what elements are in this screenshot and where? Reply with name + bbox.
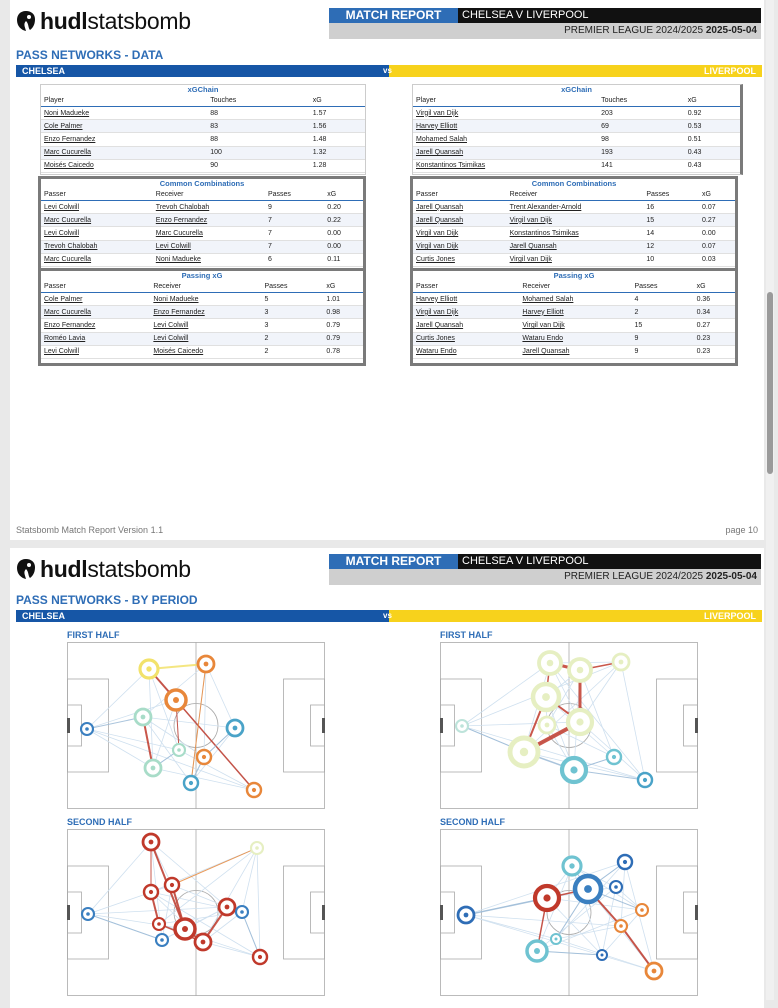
competition: PREMIER LEAGUE 2024/2025 (564, 25, 704, 36)
section-title: PASS NETWORKS - BY PERIOD (16, 593, 198, 607)
table-cell: 0.27 (694, 319, 735, 332)
player-link[interactable]: Marc Cucurella (41, 214, 153, 227)
table-title: xGChain (561, 85, 592, 94)
away-team-label: LIVERPOOL (389, 610, 762, 622)
player-link[interactable]: Mohamed Salah (413, 133, 598, 146)
table-row (413, 159, 740, 172)
table-cell: 0.20 (324, 201, 363, 214)
player-link[interactable]: Levi Colwill (41, 201, 153, 214)
player-link[interactable]: Marc Cucurella (41, 253, 153, 266)
player-link[interactable]: Curtis Jones (413, 332, 519, 345)
player-link[interactable]: Enzo Fernandez (41, 319, 150, 332)
player-node-core (255, 846, 259, 850)
player-node-core (534, 948, 540, 954)
table-cell: 0.36 (694, 293, 735, 306)
player-link[interactable]: Trevoh Chalobah (153, 201, 265, 214)
player-link[interactable]: Virgil van Dijk (413, 107, 598, 120)
player-node-core (619, 924, 623, 928)
table-row (41, 214, 363, 227)
player-link[interactable]: Roméo Lavia (41, 332, 150, 345)
pass-network-liverpool-first-half (440, 642, 698, 809)
column-header: Receiver (153, 189, 265, 201)
table-title: Passing xG (553, 271, 595, 280)
table-cell: 203 (598, 107, 685, 120)
table-title: Passing xG (181, 271, 223, 280)
player-node-core (577, 667, 584, 674)
table-cell: 15 (643, 214, 699, 227)
table-title: xGChain (187, 85, 219, 94)
player-node-core (570, 766, 577, 773)
column-header: Player (41, 95, 207, 107)
player-link[interactable]: Noni Madueke (150, 293, 261, 306)
column-header: Touches (598, 95, 685, 107)
table-cell: 0.53 (685, 120, 740, 133)
home-first-half-label: FIRST HALF (67, 630, 120, 640)
table-cell: 1.28 (310, 159, 365, 172)
table-row (413, 345, 735, 358)
data-table (41, 95, 365, 173)
table-cell: 1.32 (310, 146, 365, 159)
player-node-core (623, 860, 627, 864)
team-bar (16, 65, 762, 77)
table-row (413, 227, 735, 240)
table-row (41, 240, 363, 253)
player-node-core (177, 748, 181, 752)
player-node-core (146, 666, 151, 671)
table-cell: 7 (265, 240, 324, 253)
player-link[interactable]: Levi Colwill (150, 332, 261, 345)
table-cell: 1.57 (310, 107, 365, 120)
table-cell: 0.00 (699, 227, 735, 240)
table-cell: 1.01 (323, 293, 363, 306)
player-node-core (258, 955, 262, 959)
player-node-core (460, 724, 464, 728)
scrollbar-track[interactable] (766, 0, 774, 1000)
vs-label: vs (383, 66, 392, 75)
table-cell: 0.51 (685, 133, 740, 146)
table-row (41, 227, 363, 240)
table-row (413, 214, 735, 227)
table-cell: 9 (632, 332, 694, 345)
table-row (413, 293, 735, 306)
player-node-core (201, 940, 206, 945)
player-node-core (149, 840, 154, 845)
player-node-core (643, 778, 647, 782)
table-cell: 0.79 (323, 319, 363, 332)
player-link[interactable]: Jarell Quansah (413, 319, 519, 332)
table-row (413, 107, 740, 120)
table-cell: 3 (262, 306, 324, 319)
player-link[interactable]: Levi Colwill (153, 240, 265, 253)
player-link[interactable]: Cole Palmer (41, 120, 207, 133)
player-link[interactable]: Virgil van Dijk (519, 319, 631, 332)
player-link[interactable]: Trevoh Chalobah (41, 240, 153, 253)
column-header: xG (324, 189, 363, 201)
player-link[interactable]: Wataru Endo (519, 332, 631, 345)
table-title: Common Combinations (159, 179, 245, 188)
player-node-core (86, 912, 90, 916)
table-cell: 7 (265, 214, 324, 227)
table-cell: 14 (643, 227, 699, 240)
player-link[interactable]: Virgil van Dijk (507, 214, 644, 227)
table-row (413, 306, 735, 319)
table-cell: 69 (598, 120, 685, 133)
player-link[interactable]: Trent Alexander-Arnold (507, 201, 644, 214)
player-node-core (612, 755, 616, 759)
scrollbar-thumb[interactable] (767, 292, 773, 474)
player-node-core (202, 755, 206, 759)
table-cell: 193 (598, 146, 685, 159)
table-cell: 0.43 (685, 159, 740, 172)
home-passing-xg-table (38, 268, 366, 366)
table-cell: 0.00 (324, 240, 363, 253)
pass-line (151, 842, 227, 907)
section-title: PASS NETWORKS - DATA (16, 48, 164, 62)
player-link[interactable]: Marc Cucurella (153, 227, 265, 240)
pass-line (88, 914, 162, 940)
player-link[interactable]: Jarell Quansah (413, 146, 598, 159)
table-cell: 9 (265, 201, 324, 214)
footer-version: Statsbomb Match Report Version 1.1 (16, 525, 164, 535)
table-cell: 2 (262, 332, 324, 345)
table-cell: 0.22 (324, 214, 363, 227)
column-header: Passer (41, 281, 150, 293)
pass-line (172, 848, 257, 885)
table-row (41, 332, 363, 345)
match-date: 2025-05-04 (705, 25, 757, 36)
home-xgchain-table (40, 84, 366, 175)
table-cell: 1.56 (310, 120, 365, 133)
player-link[interactable]: Noni Madueke (41, 107, 207, 120)
home-second-half-label: SECOND HALF (67, 817, 132, 827)
table-cell: 0.27 (699, 214, 735, 227)
report-header (329, 554, 761, 585)
hudl-statsbomb-logo (16, 556, 191, 582)
table-row (413, 332, 735, 345)
player-link[interactable]: Enzo Fernandez (41, 133, 207, 146)
pass-line (88, 914, 185, 929)
table-cell: 10 (643, 253, 699, 266)
player-node-core (170, 883, 174, 887)
player-link[interactable]: Noni Madueke (153, 253, 265, 266)
player-link[interactable]: Virgil van Dijk (507, 253, 644, 266)
player-node-core (151, 766, 156, 771)
column-header: Receiver (519, 281, 631, 293)
table-cell: 0.00 (324, 227, 363, 240)
home-team-label: CHELSEA (16, 65, 389, 77)
player-node-core (141, 715, 146, 720)
competition-line (329, 569, 761, 585)
column-header: Touches (207, 95, 310, 107)
table-row (41, 345, 363, 358)
player-link[interactable]: Cole Palmer (41, 293, 150, 306)
player-link[interactable]: Harvey Elliott (413, 120, 598, 133)
table-cell: 9 (632, 345, 694, 358)
player-node-core (545, 723, 550, 728)
report-label: MATCH REPORT (329, 554, 458, 569)
data-table (413, 281, 735, 359)
player-link[interactable]: Levi Colwill (150, 319, 261, 332)
statsbomb-shield-icon (16, 558, 36, 580)
player-node-core (85, 727, 89, 731)
table-cell: 0.07 (699, 240, 735, 253)
away-xgchain-table (412, 84, 743, 175)
player-link[interactable]: Jarell Quansah (413, 201, 507, 214)
table-cell: 83 (207, 120, 310, 133)
player-link[interactable]: Mohamed Salah (519, 293, 631, 306)
table-row (41, 293, 363, 306)
table-cell: 0.03 (699, 253, 735, 266)
player-node-core (182, 926, 188, 932)
column-header: Receiver (507, 189, 644, 201)
logo-light: statsbomb (87, 8, 191, 34)
column-header: Receiver (150, 281, 261, 293)
player-node-core (189, 781, 193, 785)
pass-line (87, 700, 176, 729)
table-row (413, 120, 740, 133)
table-row (41, 306, 363, 319)
table-cell: 4 (632, 293, 694, 306)
logo-light: statsbomb (87, 556, 191, 582)
hudl-statsbomb-logo (16, 8, 191, 34)
player-link[interactable]: Enzo Fernandez (153, 214, 265, 227)
table-row (41, 319, 363, 332)
logo-bold: hudl (40, 8, 88, 34)
column-header: xG (694, 281, 735, 293)
column-header: xG (310, 95, 365, 107)
column-header: Player (413, 95, 598, 107)
table-row (41, 133, 365, 146)
player-link[interactable]: Jarell Quansah (413, 214, 507, 227)
player-node-core (173, 697, 179, 703)
competition: PREMIER LEAGUE 2024/2025 (564, 571, 704, 582)
player-link[interactable]: Moisés Caicedo (41, 159, 207, 172)
away-passing-xg-table (410, 268, 738, 366)
table-row (41, 120, 365, 133)
table-row (41, 107, 365, 120)
match-date: 2025-05-04 (705, 571, 757, 582)
player-link[interactable]: Wataru Endo (413, 345, 519, 358)
player-node-core (160, 938, 164, 942)
player-node-core (542, 693, 550, 701)
column-header: Passes (643, 189, 699, 201)
player-node-core (601, 954, 604, 957)
table-cell: 90 (207, 159, 310, 172)
table-cell: 0.98 (323, 306, 363, 319)
table-cell: 100 (207, 146, 310, 159)
pitch-markings (67, 829, 325, 996)
statsbomb-shield-icon (16, 10, 36, 32)
player-link[interactable]: Levi Colwill (41, 345, 150, 358)
player-link[interactable]: Virgil van Dijk (413, 227, 507, 240)
player-node-core (619, 660, 624, 665)
data-table (41, 281, 363, 359)
table-cell: 2 (632, 306, 694, 319)
table-cell: 0.23 (694, 345, 735, 358)
table-row (413, 146, 740, 159)
table-row (41, 159, 365, 172)
competition-line (329, 23, 761, 39)
table-cell: 0.23 (694, 332, 735, 345)
player-node-core (233, 726, 238, 731)
report-header (329, 8, 761, 39)
player-link[interactable]: Harvey Elliott (519, 306, 631, 319)
column-header: Passer (413, 281, 519, 293)
vs-label: vs (383, 611, 392, 620)
away-second-half-label: SECOND HALF (440, 817, 505, 827)
table-row (41, 146, 365, 159)
table-cell: 1.48 (310, 133, 365, 146)
player-node-core (225, 905, 230, 910)
column-header: Passer (413, 189, 507, 201)
table-cell: 0.11 (324, 253, 363, 266)
column-header: Passes (265, 189, 324, 201)
player-link[interactable]: Moisés Caicedo (150, 345, 261, 358)
data-table (41, 189, 363, 267)
table-row (41, 201, 363, 214)
player-link[interactable]: Marc Cucurella (41, 306, 150, 319)
table-cell: 15 (632, 319, 694, 332)
player-link[interactable]: Virgil van Dijk (413, 240, 507, 253)
match-title: CHELSEA V LIVERPOOL (458, 8, 761, 23)
table-cell: 0.34 (694, 306, 735, 319)
away-team-label: LIVERPOOL (389, 65, 762, 77)
data-table (413, 189, 735, 267)
player-node-core (640, 908, 644, 912)
table-cell: 16 (643, 201, 699, 214)
player-node-core (543, 894, 550, 901)
table-cell: 0.43 (685, 146, 740, 159)
home-team-label: CHELSEA (16, 610, 389, 622)
table-row (413, 253, 735, 266)
player-node-core (614, 885, 618, 889)
table-cell: 7 (265, 227, 324, 240)
home-combinations-table (38, 176, 366, 272)
player-link[interactable]: Konstantinos Tsimikas (507, 227, 644, 240)
player-link[interactable]: Harvey Elliott (413, 293, 519, 306)
player-link[interactable]: Curtis Jones (413, 253, 507, 266)
player-node-core (240, 910, 244, 914)
column-header: xG (685, 95, 740, 107)
player-node-core (652, 969, 657, 974)
table-row (413, 133, 740, 146)
table-title: Common Combinations (531, 179, 617, 188)
pass-network-chelsea-second-half (67, 829, 325, 996)
player-node-core (555, 938, 558, 941)
player-link[interactable]: Levi Colwill (41, 227, 153, 240)
player-node-core (520, 748, 528, 756)
match-title: CHELSEA V LIVERPOOL (458, 554, 761, 569)
player-node-core (149, 890, 153, 894)
footer-page-number: page 10 (725, 525, 758, 535)
table-row (413, 201, 735, 214)
away-first-half-label: FIRST HALF (440, 630, 493, 640)
player-link[interactable]: Konstantinos Tsimikas (413, 159, 598, 172)
column-header: xG (323, 281, 363, 293)
table-cell: 98 (598, 133, 685, 146)
table-cell: 0.78 (323, 345, 363, 358)
player-link[interactable]: Virgil van Dijk (413, 306, 519, 319)
player-node-core (204, 662, 209, 667)
table-row (413, 240, 735, 253)
report-page-by-period (10, 548, 764, 1008)
logo-bold: hudl (40, 556, 88, 582)
column-header: Passer (41, 189, 153, 201)
report-page-data (10, 0, 764, 540)
table-cell: 88 (207, 133, 310, 146)
pass-line (206, 664, 235, 728)
pass-line (87, 729, 153, 768)
table-cell: 0.79 (323, 332, 363, 345)
column-header: Passes (632, 281, 694, 293)
table-cell: 2 (262, 345, 324, 358)
table-cell: 12 (643, 240, 699, 253)
pass-network-chelsea-first-half (67, 642, 325, 809)
player-link[interactable]: Jarell Quansah (519, 345, 631, 358)
table-cell: 5 (262, 293, 324, 306)
table-cell: 141 (598, 159, 685, 172)
report-label: MATCH REPORT (329, 8, 458, 23)
table-cell: 0.07 (699, 201, 735, 214)
column-header: xG (699, 189, 735, 201)
player-node-core (584, 885, 592, 893)
player-node-core (547, 660, 554, 667)
table-cell: 6 (265, 253, 324, 266)
player-link[interactable]: Enzo Fernandez (150, 306, 261, 319)
player-node-core (576, 718, 583, 725)
team-bar (16, 610, 762, 622)
pass-network-liverpool-second-half (440, 829, 698, 996)
data-table (413, 95, 740, 173)
player-link[interactable]: Jarell Quansah (507, 240, 644, 253)
away-combinations-table (410, 176, 738, 272)
player-node-core (464, 913, 469, 918)
pass-line (257, 848, 260, 957)
player-node-core (252, 788, 256, 792)
player-node-core (569, 863, 574, 868)
table-row (413, 319, 735, 332)
table-cell: 0.92 (685, 107, 740, 120)
pass-line (462, 722, 580, 726)
player-link[interactable]: Marc Cucurella (41, 146, 207, 159)
pass-line (87, 729, 254, 790)
table-cell: 3 (262, 319, 324, 332)
column-header: Passes (262, 281, 324, 293)
table-row (41, 253, 363, 266)
player-node-core (157, 922, 161, 926)
table-cell: 88 (207, 107, 310, 120)
